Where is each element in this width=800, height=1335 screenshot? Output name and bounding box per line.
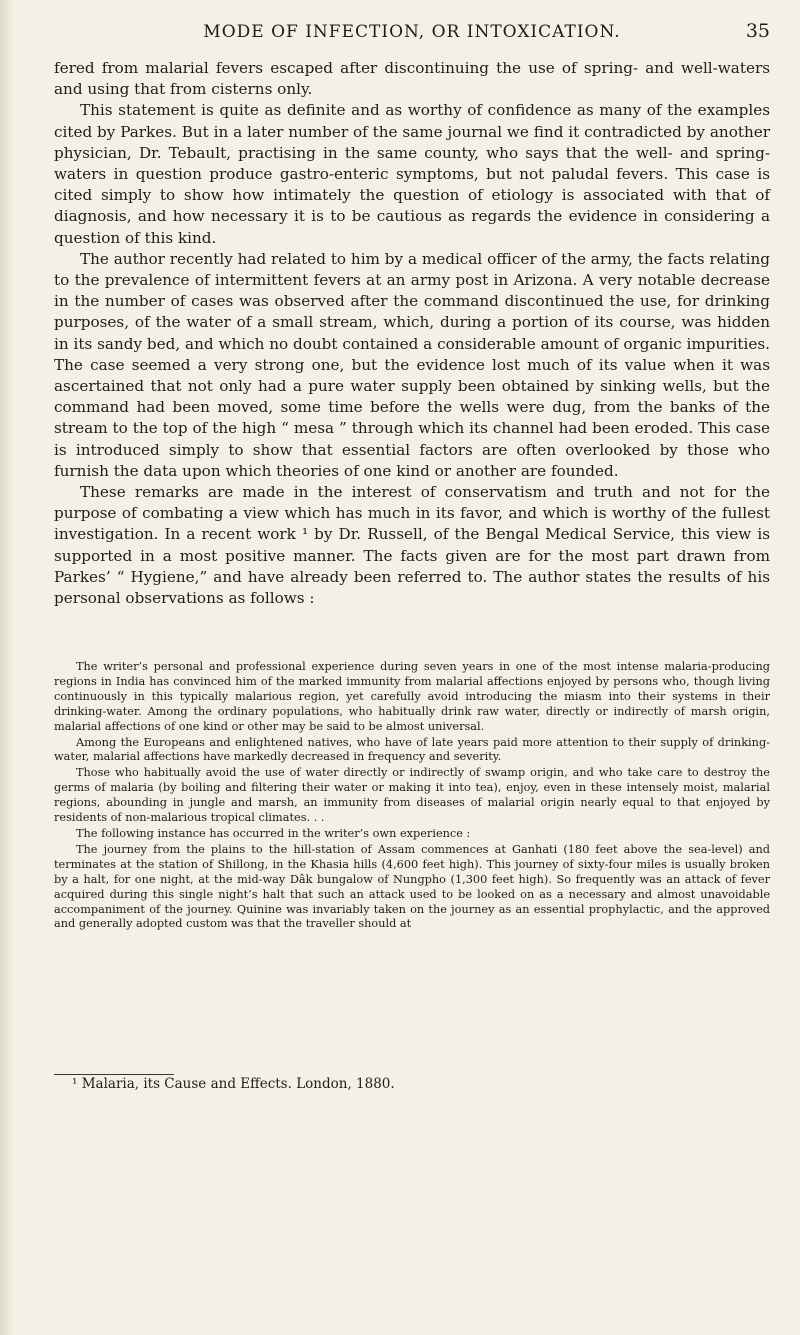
quote-paragraph: The following instance has occurred in the writer’s own experience : — [76, 826, 471, 840]
paragraph: These remarks are made in the interest of conservatism and truth and not for the purpose of combating a view which has much in its favor, and which is worthy of the fullest investigation. In a recent work ¹ by Dr. Russell, of the Bengal Medical Service, this view is supported in a most positive manner. The facts given are for the most part drawn from Parkes’ “ Hygiene,” and have already been referred to. The author states the results of his personal observations as follows : — [54, 483, 770, 608]
page-header — [54, 20, 770, 48]
body-text — [54, 58, 770, 609]
quote-paragraph: The journey from the plains to the hill-station of Assam commences at Ganhati (180 feet above the sea-level) and terminates at the station of Shillong, in the Khasia hills (4,600 feet high). This journey of sixty-four miles is usually broken by a halt, for one night, at the mid-way Dâk bungalow of Nungpho (1,300 feet high). So frequently was an attack of fever acquired during this single night’s halt that such an attack used to be looked on as a necessary and almost unavoidable accompaniment of the journey. Quinine was invariably taken on the journey as an essential prophylactic, and the approved and generally adopted custom was that the traveller should at — [54, 842, 770, 931]
footnote: ¹ Malaria, its Cause and Effects. London, 1880. — [72, 1076, 395, 1092]
quote-paragraph: Those who habitually avoid the use of water directly or indirectly of swamp origin, and who take care to destroy the germs of malaria (by boiling and filtering their water or making it into tea), enjoy, even in these intensely moist, malarial regions, abounding in jungle and marsh, an immunity from diseases of malarial origin nearly equal to that enjoyed by residents of non-malarious tropical climates. . . — [54, 766, 770, 825]
running-title: MODE OF INFECTION, OR INTOXICATION. — [203, 22, 621, 42]
page-number: 35 — [745, 20, 770, 42]
footnote-rule — [54, 1074, 174, 1075]
block-quote — [54, 660, 770, 933]
paragraph: The author recently had related to him by a medical officer of the army, the facts relating to the prevalence of intermittent fevers at an army post in Arizona. A very notable decrease in the number of cases was observed after the command discontinued the use, for drinking purposes, of the water of a small stream, which, during a portion of its course, was hidden in its sandy bed, and which no doubt contained a considerable amount of organic impurities. The case seemed a very strong one, but the evidence lost much of its value when it was ascertained that not only had a pure water supply been obtained by sinking wells, but the command had been moved, some time before the wells were dug, from the banks of the stream to the top of the high “ mesa ” through which its channel had been eroded. This case is introduced simply to show that essential factors are often overlooked by those who furnish the data upon which theories of one kind or another are founded. — [54, 249, 770, 480]
quote-paragraph: The writer’s personal and professional experience during seven years in one of the most intense malaria-producing regions in India has convinced him of the marked immunity from malarial affections enjoyed by persons who, though living continuously in this typically malarious region, yet carefully avoid introducing the miasm into their systems in their drinking-water. Among the ordinary populations, who habitually drink raw water, directly or indirectly of marsh origin, malarial affections of one kind or other may be said to be almost universal. — [54, 660, 770, 733]
paragraph: fered from malarial fevers escaped after discontinuing the use of spring- and well-waters and using that from cisterns only. — [54, 59, 770, 99]
paragraph: This statement is quite as definite and as worthy of confidence as many of the examples cited by Parkes. But in a later number of the same journal we find it contradicted by another physician, Dr. Tebault, practising in the same county, who says that the well- and spring-waters in question produce gastro-enteric symptoms, but not paludal fevers. This case is cited simply to show how intimately the question of etiology is associated with that of diagnosis, and how necessary it is to be cautious as regards the evidence in considering a question of this kind. — [54, 101, 770, 247]
binding-edge — [0, 0, 14, 1335]
quote-paragraph: Among the Europeans and enlightened natives, who have of late years paid more attention to their supply of drinking-water, malarial affections have markedly decreased in frequency and severity. — [54, 735, 770, 764]
